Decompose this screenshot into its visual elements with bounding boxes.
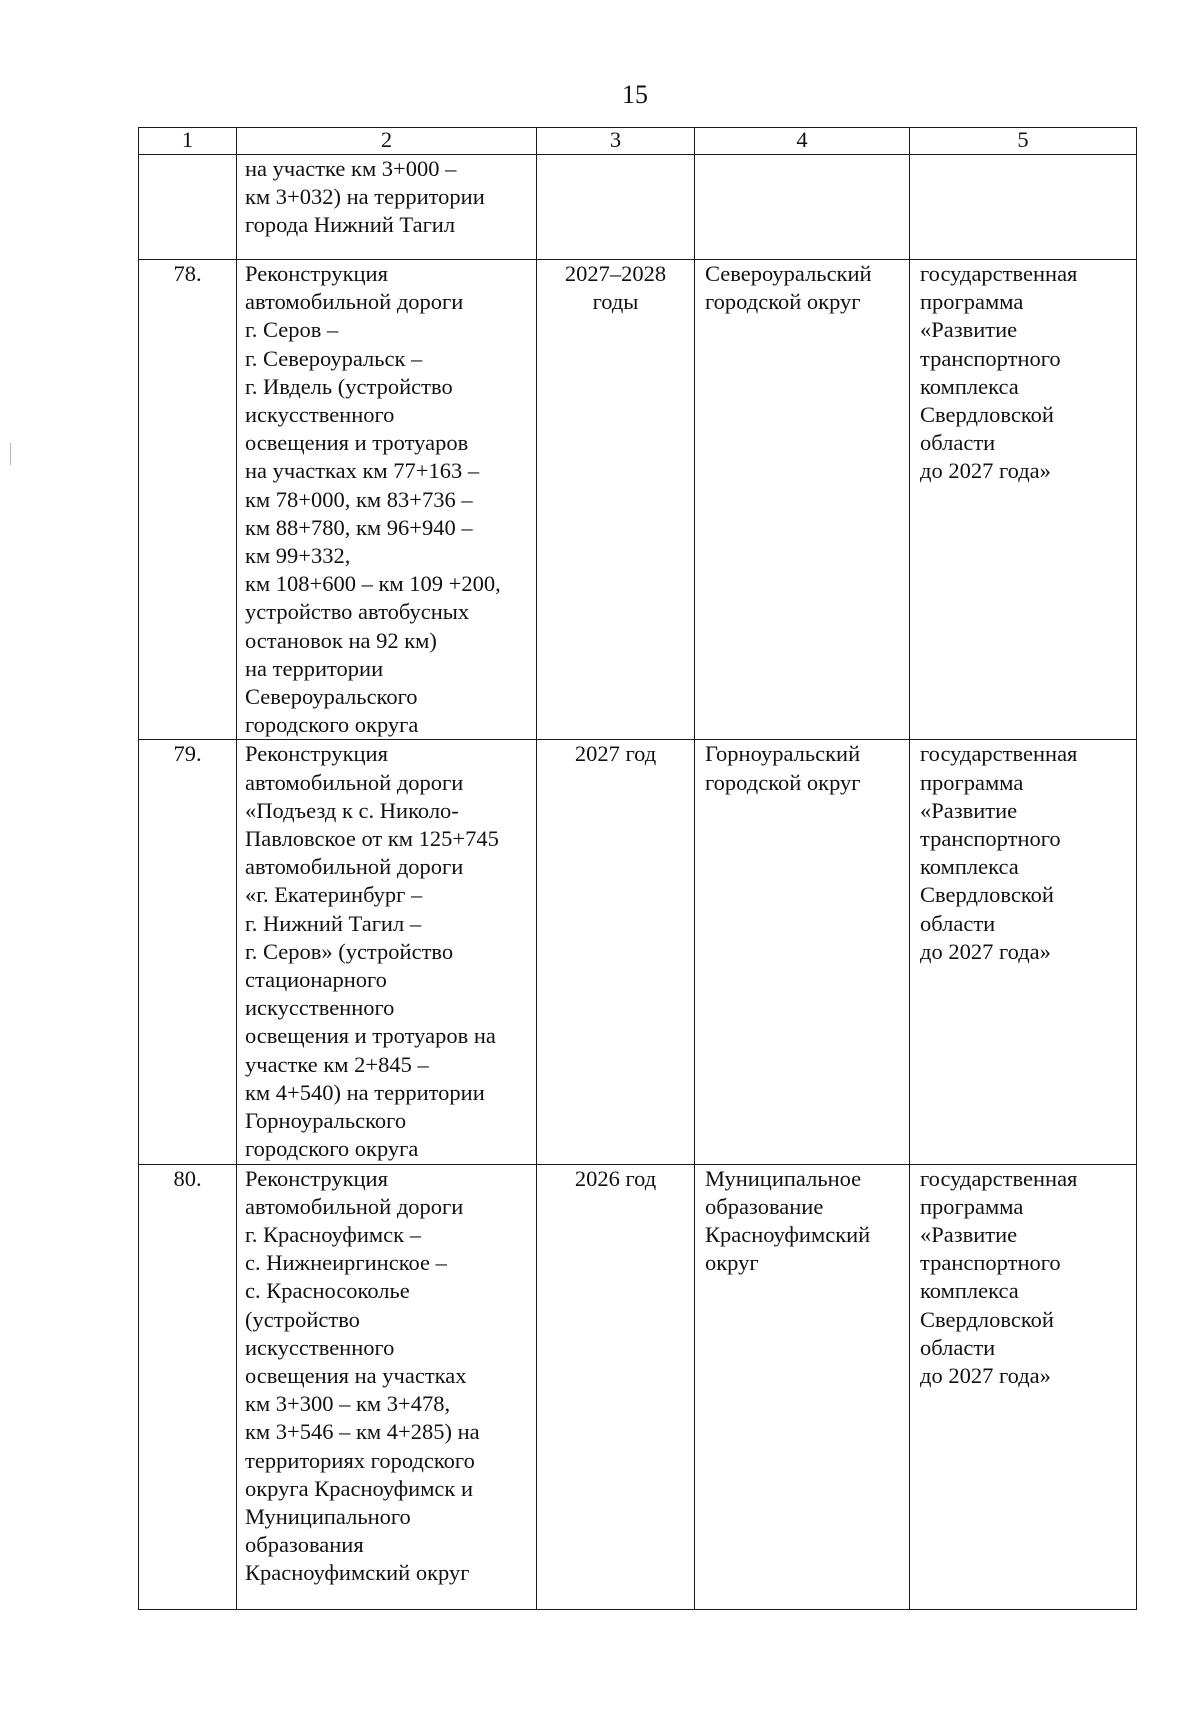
- text-line: г. Серов –: [245, 317, 339, 343]
- cell-project-name: [237, 740, 537, 1164]
- cell-number: 80.: [139, 1164, 237, 1609]
- text-line: Муниципальное: [705, 1165, 862, 1191]
- text-line: Павловское от км 125+745: [245, 826, 499, 852]
- text-line: Свердловской: [920, 882, 1054, 908]
- text-line: Реконструкция: [245, 261, 388, 286]
- text-line: государственная: [920, 1165, 1078, 1191]
- text-line: км 88+780, км 96+940 –: [245, 514, 473, 540]
- text-line: км 78+000, км 83+736 –: [245, 486, 473, 512]
- text-line: км 3+032) на территории: [245, 184, 485, 210]
- column-header-3: 3: [537, 128, 695, 155]
- text-line: транспортного: [920, 826, 1061, 852]
- cell-number: 78.: [139, 260, 237, 740]
- projects-table: [138, 127, 1137, 1610]
- text-line: км 3+546 – км 4+285) на: [245, 1419, 480, 1445]
- table-row: [139, 740, 1137, 1164]
- text-line: государственная: [920, 261, 1078, 286]
- text-line: Свердловской: [920, 402, 1054, 428]
- text-line: округ: [705, 1250, 759, 1276]
- table-row: [139, 260, 1137, 740]
- text-line: городской округ: [705, 769, 861, 795]
- cell-project-name: [237, 260, 537, 740]
- text-line: освещения и тротуаров на: [245, 1023, 496, 1049]
- text-line: городского округа: [245, 1136, 419, 1162]
- text-line: городской округ: [705, 289, 861, 315]
- text-line: программа: [920, 769, 1024, 795]
- cell-period: [537, 260, 695, 740]
- text-line: на территории: [245, 655, 384, 681]
- text-line: до 2027 года»: [920, 938, 1051, 964]
- text-line: г. Ивдель (устройство: [245, 373, 453, 399]
- text-line: остановок на 92 км): [245, 627, 437, 653]
- text-line: автомобильной дороги: [245, 854, 464, 880]
- text-line: Горноуральский: [705, 741, 861, 767]
- text-line: городского округа: [245, 712, 419, 738]
- column-header-4: 4: [695, 128, 910, 155]
- text-line: участке км 2+845 –: [245, 1051, 429, 1077]
- cell-municipality: [695, 740, 910, 1164]
- table-row: [139, 1164, 1137, 1609]
- text-line: Реконструкция: [245, 741, 388, 767]
- scan-margin-mark: [10, 443, 11, 465]
- cell-program: [910, 1164, 1137, 1609]
- cell-program: [910, 260, 1137, 740]
- cell-period: [537, 1164, 695, 1609]
- cell-number: 79.: [139, 740, 237, 1164]
- text-line: Североуральского: [245, 684, 418, 710]
- table-row-continuation: [139, 155, 1137, 260]
- text-line: 2026 год: [574, 1165, 657, 1191]
- text-line: искусственного: [245, 402, 395, 428]
- cell-project-name: [237, 155, 537, 260]
- text-line: Муниципального: [245, 1503, 411, 1529]
- table-header-row: [139, 128, 1137, 155]
- cell-project-name: [237, 1164, 537, 1609]
- text-line: «Развитие: [920, 317, 1018, 343]
- text-line: на участках км 77+163 –: [245, 458, 480, 484]
- text-line: Реконструкция: [245, 1165, 388, 1191]
- text-line: на участке км 3+000 –: [245, 156, 457, 181]
- text-line: г. Серов» (устройство: [245, 938, 454, 964]
- text-line: устройство автобусных: [245, 599, 470, 625]
- text-line: территориях городского: [245, 1447, 475, 1473]
- text-line: транспортного: [920, 1250, 1061, 1276]
- text-line: км 99+332,: [245, 543, 351, 569]
- text-line: программа: [920, 289, 1024, 315]
- text-line: 2027 год: [574, 741, 657, 767]
- text-line: г. Красноуфимск –: [245, 1221, 421, 1247]
- text-line: (устройство: [245, 1306, 360, 1332]
- text-line: «Подъезд к с. Николо-: [245, 797, 459, 823]
- text-line: комплекса: [920, 1278, 1019, 1304]
- text-line: автомобильной дороги: [245, 769, 464, 795]
- text-line: до 2027 года»: [920, 1362, 1051, 1388]
- cell-period: [537, 155, 695, 260]
- text-line: 2027–2028: [564, 261, 667, 286]
- page-number: 15: [622, 80, 648, 109]
- cell-program: [910, 740, 1137, 1164]
- text-line: г. Нижний Тагил –: [245, 910, 422, 936]
- text-line: области: [920, 430, 996, 456]
- text-line: «г. Екатеринбург –: [245, 882, 423, 908]
- cell-number: [139, 155, 237, 260]
- cell-municipality: [695, 260, 910, 740]
- text-line: округа Красноуфимск и: [245, 1475, 474, 1501]
- text-line: до 2027 года»: [920, 458, 1051, 484]
- text-line: годы: [592, 289, 639, 315]
- text-line: комплекса: [920, 854, 1019, 880]
- text-line: освещения и тротуаров: [245, 430, 469, 456]
- text-line: области: [920, 910, 996, 936]
- text-line: искусственного: [245, 1334, 395, 1360]
- cell-program: [910, 155, 1137, 260]
- text-line: города Нижний Тагил: [245, 212, 456, 238]
- text-line: комплекса: [920, 373, 1019, 399]
- text-line: стационарного: [245, 967, 387, 993]
- text-line: государственная: [920, 741, 1078, 767]
- text-line: транспортного: [920, 345, 1061, 371]
- text-line: км 4+540) на территории: [245, 1079, 485, 1105]
- text-line: области: [920, 1334, 996, 1360]
- text-line: автомобильной дороги: [245, 1193, 464, 1219]
- text-line: км 108+600 – км 109 +200,: [245, 571, 501, 597]
- text-line: образование: [705, 1193, 824, 1219]
- text-line: искусственного: [245, 995, 395, 1021]
- text-line: «Развитие: [920, 1221, 1018, 1247]
- cell-period: [537, 740, 695, 1164]
- text-line: Североуральский: [705, 261, 872, 286]
- text-line: образования: [245, 1532, 364, 1558]
- text-line: освещения на участках: [245, 1362, 467, 1388]
- text-line: Горноуральского: [245, 1108, 407, 1134]
- text-line: км 3+300 – км 3+478,: [245, 1391, 451, 1417]
- text-line: Свердловской: [920, 1306, 1054, 1332]
- text-line: «Развитие: [920, 797, 1018, 823]
- column-header-1: 1: [139, 128, 237, 155]
- text-line: г. Североуральск –: [245, 345, 423, 371]
- text-line: с. Нижнеиргинское –: [245, 1250, 447, 1276]
- text-line: Красноуфимский: [705, 1221, 871, 1247]
- column-header-2: 2: [237, 128, 537, 155]
- text-line: с. Красносоколье: [245, 1278, 410, 1304]
- text-line: автомобильной дороги: [245, 289, 464, 315]
- column-header-5: 5: [910, 128, 1137, 155]
- text-line: Красноуфимский округ: [245, 1560, 470, 1586]
- cell-municipality: [695, 155, 910, 260]
- cell-municipality: [695, 1164, 910, 1609]
- text-line: программа: [920, 1193, 1024, 1219]
